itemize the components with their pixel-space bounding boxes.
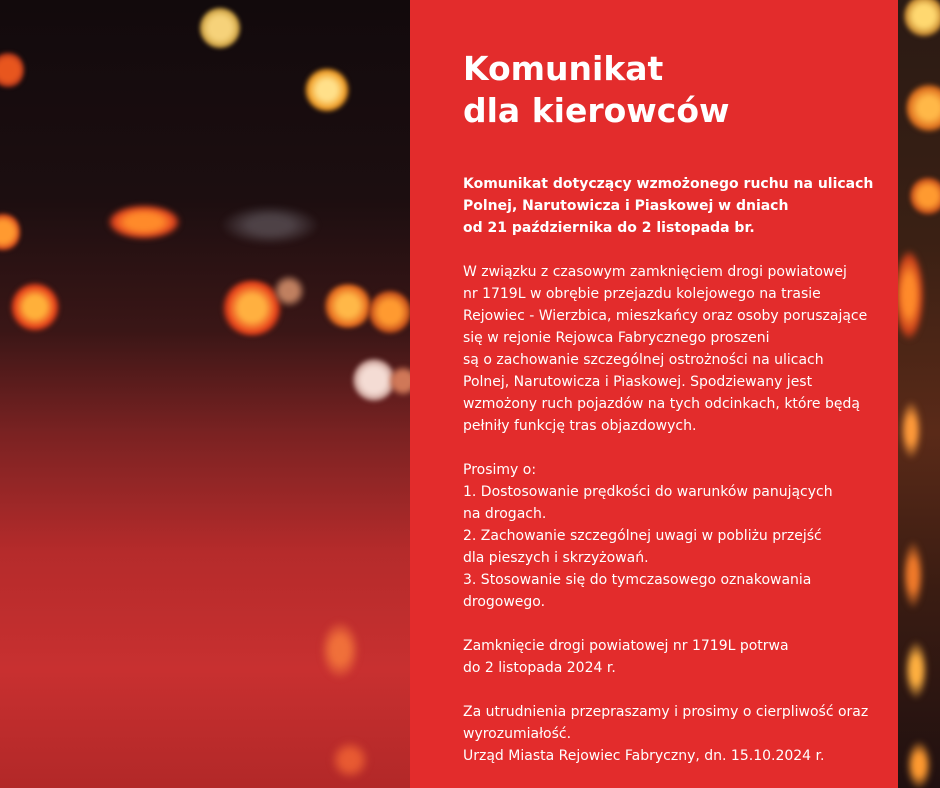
signature-line: Urząd Miasta Rejowiec Fabryczny, dn. 15.10.2024 r.: [463, 748, 825, 764]
request-list: [463, 459, 883, 613]
closure-paragraph: [463, 635, 883, 679]
bokeh-light: [320, 620, 360, 680]
bokeh-light: [0, 52, 24, 88]
paragraph-gap: [463, 679, 883, 701]
closure-line: Zamknięcie drogi powiatowej nr 1719L potrwa: [463, 638, 789, 654]
lead-line: od 21 października do 2 listopada br.: [463, 220, 755, 236]
announcement-text: [463, 173, 883, 767]
paragraph-gap: [463, 239, 883, 261]
bokeh-light: [904, 0, 940, 38]
body-line: pełniły funkcję tras objazdowych.: [463, 418, 697, 434]
bokeh-light: [902, 540, 924, 610]
body-line: Polnej, Narutowicza i Piaskowej. Spodziewany jest: [463, 374, 813, 390]
title-line: Komunikat: [463, 49, 664, 88]
paragraph-gap: [463, 613, 883, 635]
request-line: 1. Dostosowanie prędkości do warunków panujących: [463, 484, 833, 500]
bokeh-light: [322, 284, 374, 328]
bokeh-light: [910, 176, 940, 216]
body-line: się w rejonie Rejowca Fabrycznego proszeni: [463, 330, 770, 346]
bokeh-light: [0, 212, 20, 252]
bokeh-light: [330, 740, 370, 780]
closing-paragraph: [463, 701, 883, 767]
closure-line: do 2 listopada 2024 r.: [463, 660, 616, 676]
body-line: nr 1719L w obrębie przejazdu kolejowego na trasie: [463, 286, 821, 302]
bokeh-light: [904, 640, 928, 700]
bokeh-light: [906, 82, 940, 134]
request-line: na drogach.: [463, 506, 547, 522]
bokeh-light: [272, 274, 306, 308]
bokeh-light: [898, 250, 924, 340]
bokeh-light: [304, 68, 350, 112]
bokeh-light: [368, 290, 410, 334]
body-line: są o zachowanie szczególnej ostrożności na ulicach: [463, 352, 824, 368]
bokeh-light: [108, 205, 180, 239]
bokeh-light: [200, 8, 240, 48]
closing-line: wyrozumiałość.: [463, 726, 572, 742]
body-line: wzmożony ruch pojazdów na tych odcinkach, które będą: [463, 396, 860, 412]
title-line: dla kierowców: [463, 91, 730, 130]
request-line: 2. Zachowanie szczególnej uwagi w pobliżu przejść: [463, 528, 822, 544]
bokeh-light: [906, 740, 932, 788]
body-paragraph: [463, 261, 883, 437]
lead-paragraph: [463, 173, 883, 239]
request-line: Prosimy o:: [463, 462, 537, 478]
request-line: 3. Stosowanie się do tymczasowego oznakowania: [463, 572, 812, 588]
closing-line: Za utrudnienia przepraszamy i prosimy o cierpliwość oraz: [463, 704, 869, 720]
request-line: drogowego.: [463, 594, 546, 610]
background-photo-right: [898, 0, 940, 788]
bokeh-light: [900, 400, 922, 460]
body-line: Rejowiec - Wierzbica, mieszkańcy oraz osoby poruszające: [463, 308, 868, 324]
paragraph-gap: [463, 437, 883, 459]
background-photo-left: [0, 0, 410, 788]
lead-line: Komunikat dotyczący wzmożonego ruchu na ulicach: [463, 176, 874, 192]
lead-line: Polnej, Narutowicza i Piaskowej w dniach: [463, 198, 789, 214]
bokeh-light: [220, 205, 320, 245]
bokeh-light: [10, 282, 60, 332]
page-title: [463, 48, 883, 132]
request-line: dla pieszych i skrzyżowań.: [463, 550, 649, 566]
body-line: W związku z czasowym zamknięciem drogi powiatowej: [463, 264, 847, 280]
bokeh-light: [388, 364, 410, 398]
